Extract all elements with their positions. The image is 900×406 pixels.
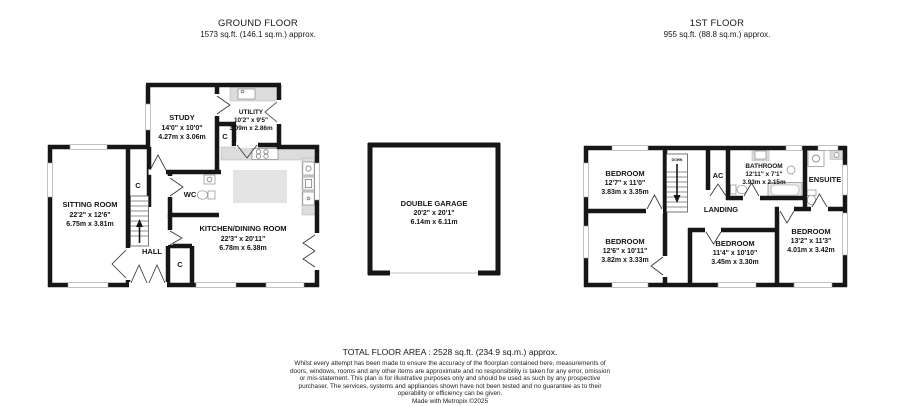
bedroom1-door bbox=[647, 195, 662, 209]
kitchen-fixtures bbox=[221, 87, 315, 215]
first-floor-header bbox=[572, 18, 862, 39]
ensuite-toilet-icon bbox=[807, 190, 816, 196]
first-floor-plan bbox=[584, 146, 848, 288]
bedroom2-label: BEDROOM bbox=[605, 237, 645, 246]
bedroom2-dims-ft: 12'6" x 10'11" bbox=[602, 248, 648, 255]
stairs-down-label: DOWN bbox=[671, 158, 683, 162]
ground-floor-plan bbox=[48, 85, 320, 288]
kitchen-label: KITCHEN/DINING ROOM bbox=[199, 224, 287, 233]
hall-label: HALL bbox=[142, 247, 162, 256]
bedroom1-dims-m: 3.83m x 3.35m bbox=[601, 189, 649, 196]
cupboard-label: C bbox=[135, 181, 141, 190]
ground-floor-area: 1573 sq.ft. (146.1 sq.m.) approx. bbox=[200, 30, 316, 39]
bathroom-label: BATHROOM bbox=[745, 163, 783, 170]
window bbox=[146, 104, 151, 130]
bedroom3-dims-m: 3.45m x 3.30m bbox=[711, 259, 759, 266]
study-dims-m: 4.27m x 3.06m bbox=[158, 134, 206, 141]
bedroom2-dims-m: 3.82m x 3.33m bbox=[601, 257, 649, 264]
window bbox=[612, 283, 648, 288]
wc-fixtures bbox=[197, 175, 215, 199]
window bbox=[584, 163, 589, 197]
window bbox=[794, 283, 832, 288]
window bbox=[718, 283, 756, 288]
kitchen-dims-m: 6.78m x 6.38m bbox=[219, 245, 267, 252]
garage-walls bbox=[368, 143, 500, 275]
disclaimer-block bbox=[288, 360, 612, 406]
window bbox=[843, 213, 848, 255]
front-door bbox=[149, 265, 165, 283]
oven-icon bbox=[303, 177, 314, 190]
ground-floor-header bbox=[118, 18, 398, 39]
window bbox=[68, 283, 108, 288]
ac-label: AC bbox=[712, 171, 724, 180]
cupboard-label: C bbox=[177, 260, 183, 269]
disclaimer-text: Whilst every attempt has been made to ensure the accuracy of the floorplan contained here, measurements of doors, windows, rooms and any other items are approximate and no responsibility is taken for any error, omission or mis-statement. This plan is for illustrative purposes only and should be used as such by any prospective purchaser. The services, systems and appliances shown have not been tested and no guarantee as to their operability or efficiency can be given. bbox=[289, 360, 611, 398]
window bbox=[70, 145, 107, 150]
window bbox=[786, 146, 802, 151]
utility-dims-m: 3.09m x 2.86m bbox=[229, 125, 273, 132]
stairs-up bbox=[131, 196, 149, 246]
ensuite-label: ENSUITE bbox=[808, 175, 842, 184]
wc-sink-icon bbox=[204, 175, 215, 184]
utility-label: UTILITY bbox=[238, 109, 264, 116]
bedroom3-dims-ft: 11'4" x 10'10" bbox=[712, 250, 758, 257]
kitchen-sink-icon bbox=[303, 162, 314, 175]
garage-dims-ft: 20'2" x 20'1" bbox=[413, 210, 455, 217]
window bbox=[584, 226, 589, 258]
ac-door bbox=[710, 184, 726, 196]
wc-toilet-icon bbox=[197, 191, 207, 199]
stairs-down bbox=[667, 154, 688, 212]
shower-icon bbox=[808, 151, 824, 167]
sitting-room-door bbox=[112, 250, 126, 278]
utility-sink-icon bbox=[238, 89, 255, 99]
garage-labels bbox=[401, 199, 468, 226]
first-floor-area: 955 sq.ft. (88.8 sq.m.) approx. bbox=[663, 30, 771, 39]
bathroom-toilet-icon bbox=[731, 185, 737, 194]
wc-label: WC bbox=[183, 190, 197, 199]
window bbox=[612, 146, 648, 151]
bathroom-basin-icon bbox=[787, 166, 795, 174]
utility-dims-ft: 10'2" x 9'5" bbox=[234, 117, 268, 124]
kitchen-island bbox=[233, 170, 287, 203]
sitting-room-dims-ft: 22'2" x 12'6" bbox=[69, 212, 111, 219]
bedroom4-door bbox=[780, 211, 794, 223]
metropix-credit: Made with Metropix ©2025 bbox=[411, 397, 489, 405]
window bbox=[818, 146, 838, 151]
window bbox=[196, 283, 236, 288]
bedroom1-dims-ft: 12'7" x 11'0" bbox=[604, 180, 646, 187]
bedroom4-dims-m: 4.01m x 3.42m bbox=[787, 247, 835, 254]
wc-toilet-tank-icon bbox=[208, 191, 215, 199]
cupboard-label: C bbox=[222, 132, 228, 141]
window bbox=[48, 163, 53, 197]
sitting-room-dims-m: 6.75m x 3.81m bbox=[66, 221, 114, 228]
bedroom4-label: BEDROOM bbox=[791, 227, 831, 236]
bedroom3-label: BEDROOM bbox=[715, 239, 755, 248]
window bbox=[315, 163, 320, 200]
ground-floor-title: GROUND FLOOR bbox=[218, 18, 298, 29]
first-windows bbox=[584, 146, 848, 288]
study-door bbox=[150, 155, 166, 170]
kitchen-patio-door bbox=[303, 251, 315, 267]
bedroom1-label: BEDROOM bbox=[605, 169, 645, 178]
garage-label: DOUBLE GARAGE bbox=[400, 199, 468, 208]
window bbox=[843, 165, 848, 195]
landing-label: LANDING bbox=[703, 205, 739, 214]
study-label: STUDY bbox=[169, 113, 195, 122]
study-dims-ft: 14'0" x 10'0" bbox=[161, 125, 203, 132]
garage-dims-m: 6.14m x 6.11m bbox=[410, 219, 458, 226]
bathroom-dims-ft: 12'11" x 7'1" bbox=[745, 171, 783, 178]
bedroom2-door bbox=[651, 257, 663, 275]
kitchen-patio-door bbox=[303, 235, 315, 251]
kitchen-dims-ft: 22'3" x 20'11" bbox=[220, 236, 266, 243]
bathroom-dims-m: 3.93m x 2.15m bbox=[742, 179, 786, 186]
appliance-icon bbox=[303, 192, 314, 205]
window bbox=[266, 283, 304, 288]
total-floor-area: TOTAL FLOOR AREA : 2528 sq.ft. (234.9 sq.m.) approx. bbox=[342, 347, 558, 357]
first-floor-title: 1ST FLOOR bbox=[689, 18, 745, 29]
bedroom4-dims-ft: 13'2" x 11'3" bbox=[790, 238, 832, 245]
front-door bbox=[131, 265, 147, 283]
sitting-room-label: SITTING ROOM bbox=[62, 200, 118, 209]
garage-plan bbox=[368, 143, 500, 275]
